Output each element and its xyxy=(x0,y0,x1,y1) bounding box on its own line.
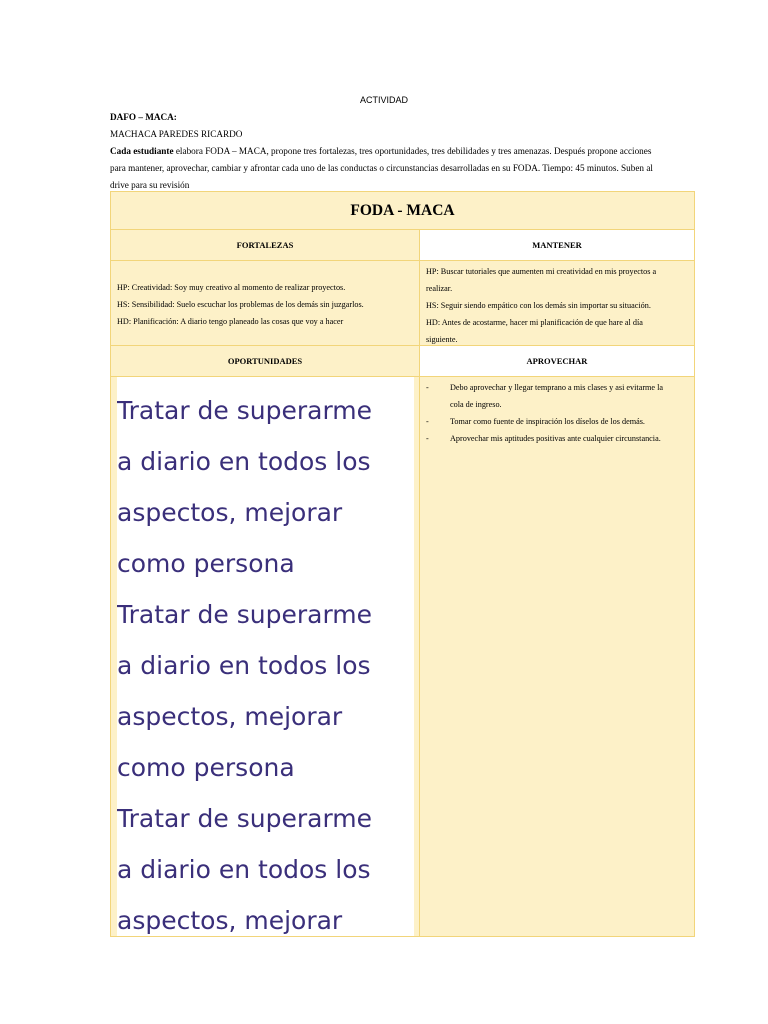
foda-table xyxy=(110,191,695,937)
aprovechar-header: APROVECHAR xyxy=(419,345,695,377)
aprovechar-item-text: Debo aprovechar y llegar temprano a mis clases y asi evitarme la xyxy=(450,383,664,392)
bullet-dash: - xyxy=(426,434,429,443)
instructions-text: elabora FODA – MACA, propone tres fortalezas, tres oportunidades, tres debilidades y tres amenazas. Después propone acciones xyxy=(173,146,652,156)
aprovechar-item-text: Tomar como fuente de inspiración los díselos de los demás. xyxy=(450,417,645,426)
oportunidad-line: aspectos, mejorar xyxy=(117,702,343,731)
instructions-line-1 xyxy=(110,143,670,160)
document-title: ACTIVIDAD xyxy=(359,95,408,105)
oportunidad-line: a diario en todos los xyxy=(117,855,371,884)
aprovechar-item xyxy=(426,379,688,413)
bullet-dash: - xyxy=(426,417,429,426)
mantener-line: HD: Antes de acostarme, hacer mi planificación de que hare al día xyxy=(426,318,643,327)
fortaleza-line: HD: Planificación: A diario tengo planeado las cosas que voy a hacer xyxy=(117,317,344,326)
fortaleza-line: HP: Creatividad: Soy muy creativo al momento de realizar proyectos. xyxy=(117,283,346,292)
mantener-header: MANTENER xyxy=(419,229,695,261)
oportunidad-line: aspectos, mejorar xyxy=(117,498,343,527)
mantener-line: HP: Buscar tutoriales que aumenten mi creatividad en mis proyectos a xyxy=(426,267,657,276)
mantener-line: siguiente. xyxy=(426,335,458,344)
fortalezas-header: FORTALEZAS xyxy=(110,229,420,261)
instructions-line-3: drive para su revisión xyxy=(110,180,190,190)
bullet-dash: - xyxy=(426,383,429,392)
instructions-bold: Cada estudiante xyxy=(110,146,174,156)
mantener-cell xyxy=(419,260,695,346)
fortaleza-line: HS: Sensibilidad: Suelo escuchar los problemas de los demás sin juzgarlos. xyxy=(117,300,364,309)
aprovechar-item xyxy=(426,430,688,447)
document-subtitle: DAFO – MACA: xyxy=(110,112,177,122)
table-title: FODA - MACA xyxy=(110,191,695,230)
author-name: MACHACA PAREDES RICARDO xyxy=(110,129,243,139)
oportunidad-line: como persona xyxy=(117,549,295,578)
aprovechar-item-text: Aprovechar mis aptitudes positivas ante cualquier circunstancia. xyxy=(450,434,661,443)
oportunidades-header: OPORTUNIDADES xyxy=(110,345,420,377)
aprovechar-cell xyxy=(419,376,695,937)
oportunidad-line: Tratar de superarme xyxy=(117,804,373,833)
oportunidad-line: a diario en todos los xyxy=(117,447,371,476)
mantener-line: realizar. xyxy=(426,284,453,293)
oportunidad-line: Tratar de superarme xyxy=(117,600,373,629)
instructions-line-2: para mantener, aprovechar, cambiar y afrontar cada uno de las conductas o circunstancias desarrolladas en su FODA. Tiempo: 45 minutos. Suben al xyxy=(110,163,653,173)
fortalezas-cell xyxy=(110,260,420,346)
mantener-line: HS: Seguir siendo empático con los demás sin importar su situación. xyxy=(426,301,651,310)
aprovechar-item xyxy=(426,413,688,430)
oportunidad-line: aspectos, mejorar xyxy=(117,906,343,935)
oportunidad-line: a diario en todos los xyxy=(117,651,371,680)
oportunidad-line: Tratar de superarme xyxy=(117,396,373,425)
oportunidades-cell xyxy=(110,376,420,937)
oportunidades-text xyxy=(117,377,414,937)
aprovechar-item-text: cola de ingreso. xyxy=(450,400,502,409)
oportunidad-line: como persona xyxy=(117,753,295,782)
